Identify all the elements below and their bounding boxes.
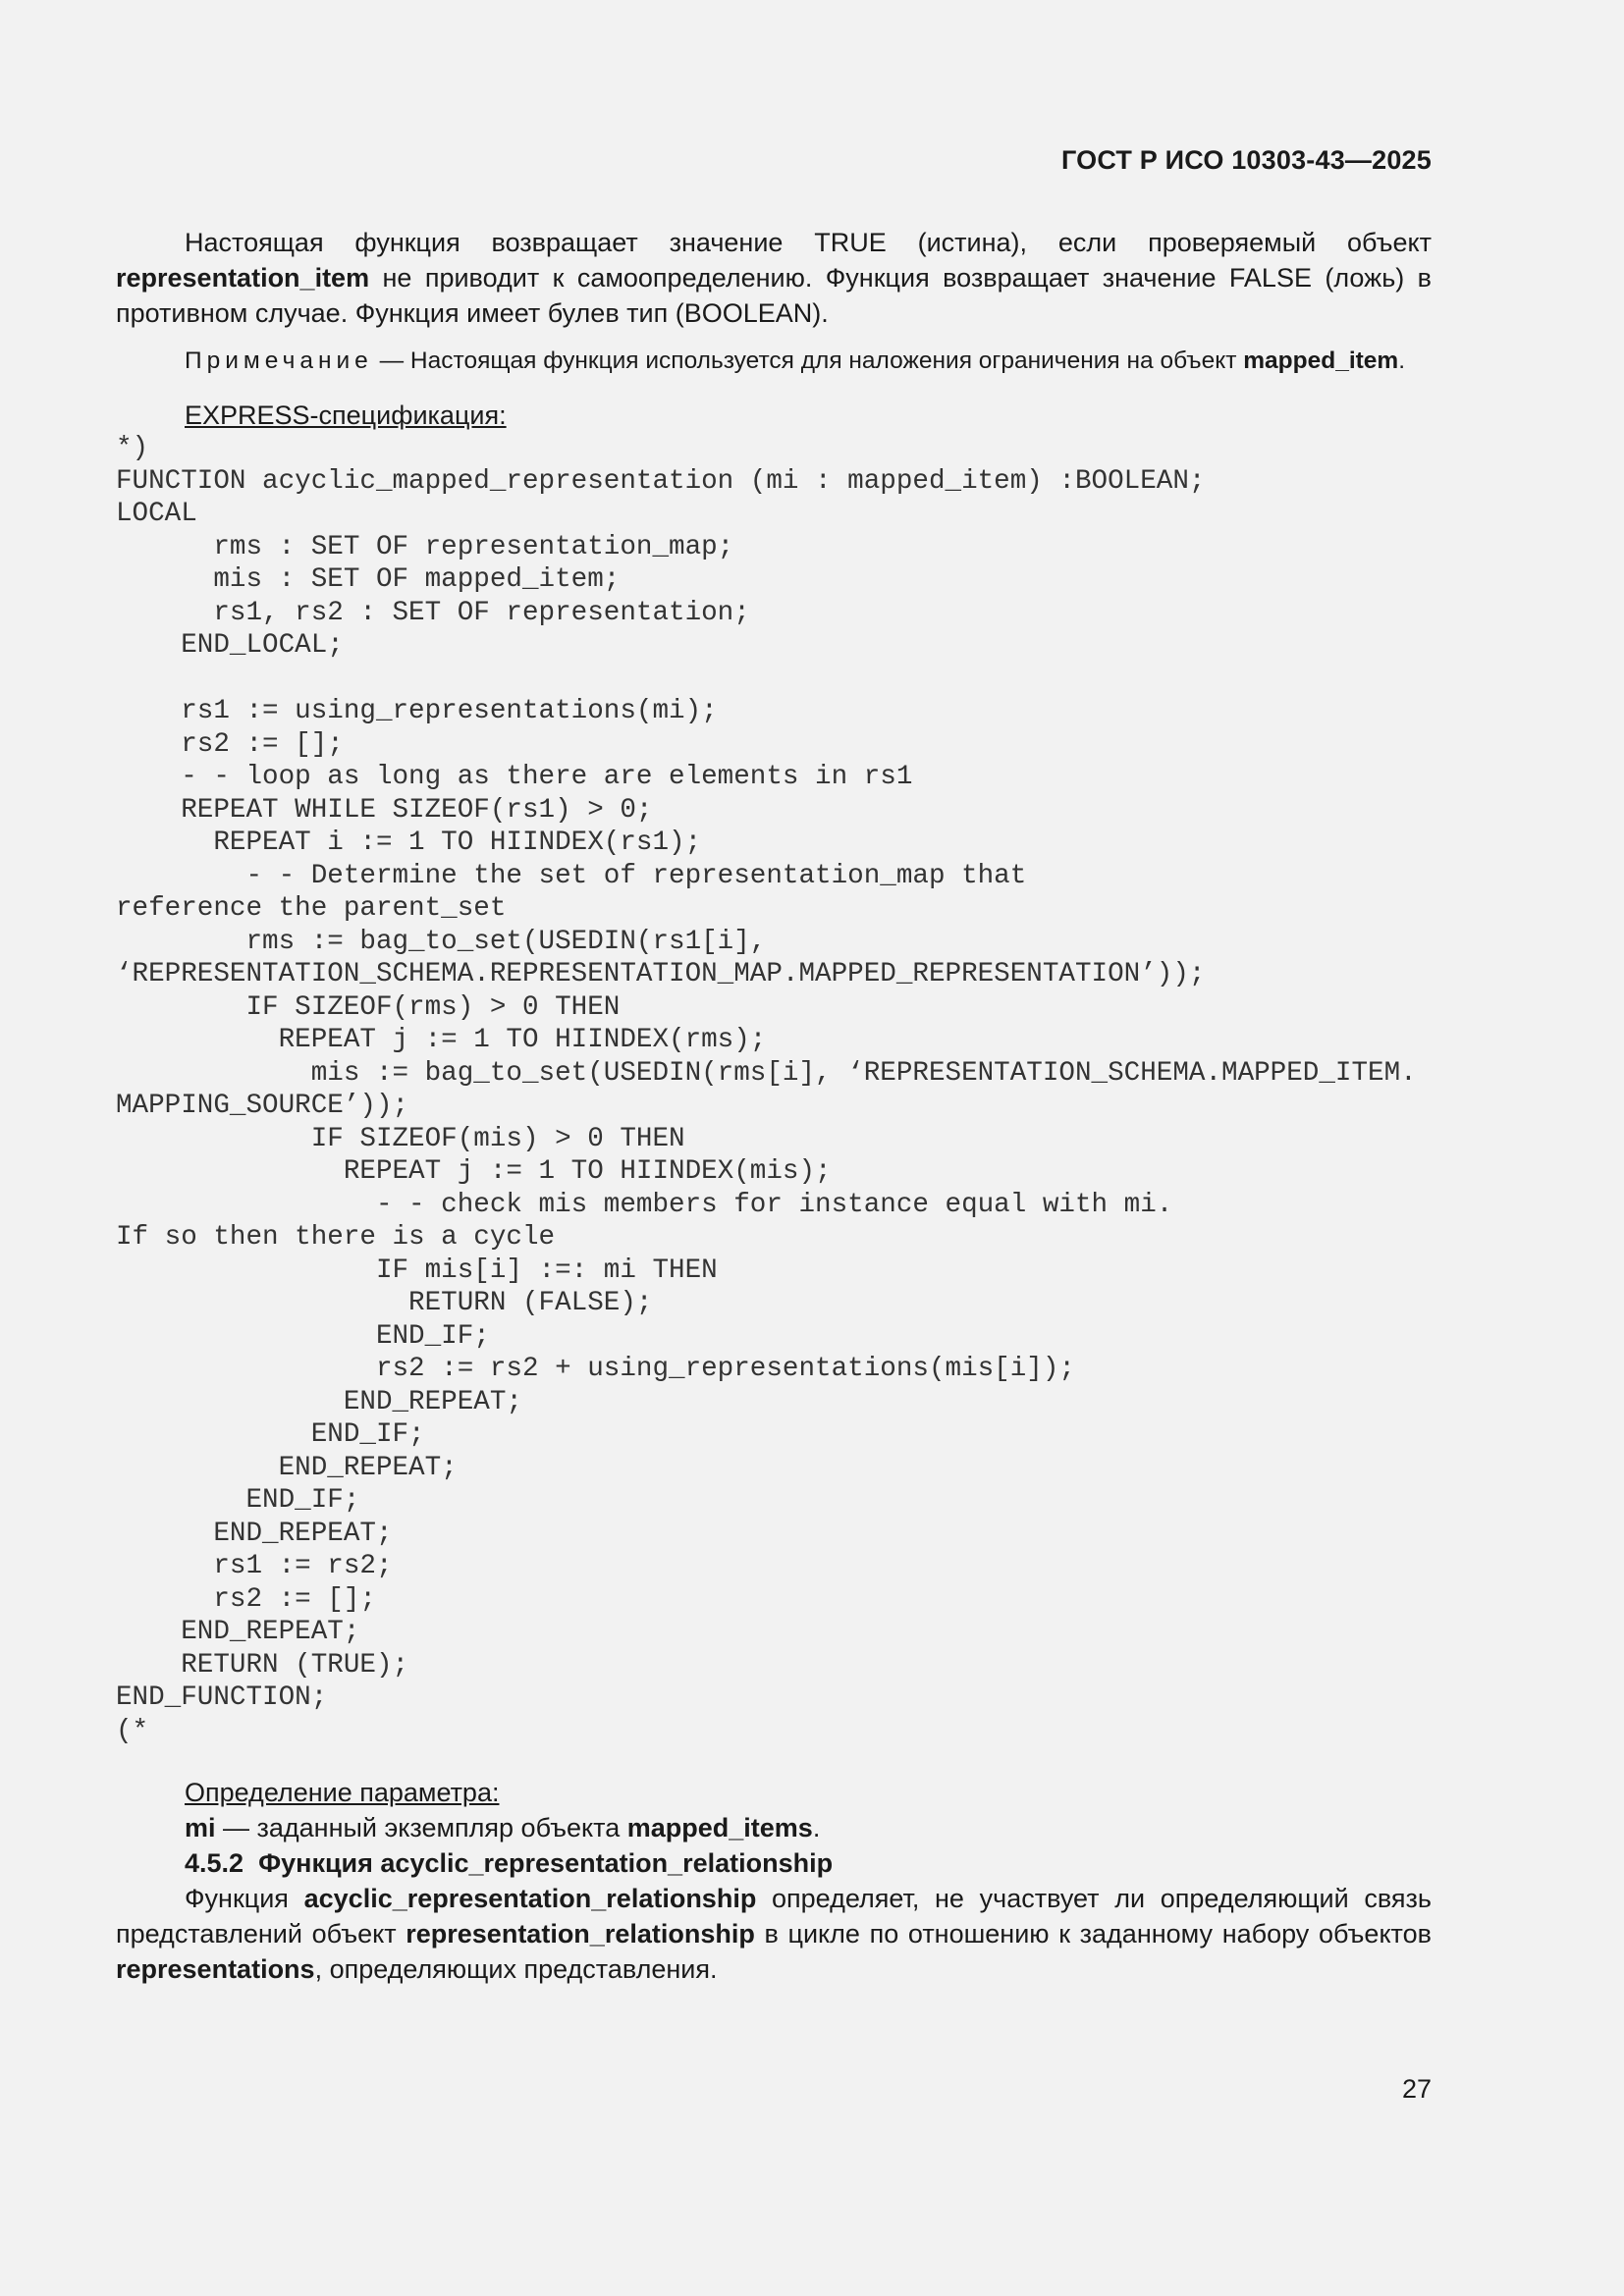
intro-text-2: не приводит к самоопределению. Функция возвращает значение FALSE (ложь) в противном случае. Функция имеет булев тип (BOOLEAN).: [116, 263, 1432, 328]
param-bold-term: mapped_items: [626, 1813, 813, 1842]
section-text-2: определяет, не участвует ли определяющий связь представлений объект: [116, 1884, 1432, 1949]
param-text: — заданный экземпляр объекта: [215, 1813, 627, 1842]
section-text-3: в цикле по отношению к заданному набору объектов: [754, 1919, 1432, 1949]
document-page: [116, 0, 1432, 2296]
section-bold-2: representation_relationship: [406, 1919, 755, 1949]
note-label: Примечание: [185, 347, 373, 374]
section-bold-3: representations: [116, 1954, 315, 1984]
express-code-block: *) FUNCTION acyclic_mapped_representation (mi : mapped_item) :BOOLEAN; LOCAL rms : SET OF representation_map; mis : SET OF mapped_item; rs1, rs2 : SET OF representation; END_LOCAL; rs1 := using_representations(mi); rs2 := []; - - loop as long as there are elements in rs1 REPEAT WHILE SIZEOF(rs1) > 0; REPEAT i := 1 TO HIINDEX(rs1); - - Determine the set of representation_map that reference the parent_set rms := bag_to_set(USEDIN(rs1[i], ‘REPRESENTATION_SCHEMA.REPRESENTATION_MAP.MAPPED_REPRESENTATION’)); IF SIZEOF(rms) > 0 THEN REPEAT j := 1 TO HIINDEX(rms); mis := bag_to_set(USEDIN(rms[i], ‘REPRESENTATION_SCHEMA.MAPPED_ITEM. MAPPING_SOURCE’)); IF SIZEOF(mis) > 0 THEN REPEAT j := 1 TO HIINDEX(mis); - - check mis members for instance equal with mi. If so then there is a cycle IF mis[i] :=: mi THEN RETURN (FALSE); END_IF; rs2 := rs2 + using_representations(mis[i]); END_REPEAT; END_IF; END_REPEAT; END_IF; END_REPEAT; rs1 := rs2; rs2 := []; END_REPEAT; RETURN (TRUE); END_FUNCTION; (*: [116, 433, 1417, 1746]
intro-paragraph: [116, 225, 1432, 331]
note: [185, 345, 1405, 378]
section-title: Функция acyclic_representation_relationship: [258, 1848, 834, 1878]
intro-bold-term: representation_item: [116, 263, 370, 293]
section-number: 4.5.2: [185, 1848, 244, 1878]
section-bold-1: acyclic_representation_relationship: [303, 1884, 757, 1913]
parameter-definition-label: Определение параметра:: [185, 1778, 500, 1807]
param-name: mi: [185, 1813, 216, 1842]
section-paragraph: [116, 1881, 1432, 1987]
section-heading: [185, 1845, 833, 1881]
parameter-definition: [185, 1810, 820, 1845]
section-text-4: , определяющих представления.: [314, 1954, 718, 1984]
express-spec-label: EXPRESS-спецификация:: [185, 400, 507, 430]
note-bold-term: mapped_item: [1243, 347, 1399, 374]
document-header: ГОСТ Р ИСО 10303-43—2025: [1061, 145, 1432, 175]
note-end: .: [1398, 347, 1406, 374]
param-end: .: [812, 1813, 821, 1842]
intro-text-1: Настоящая функция возвращает значение TRUE (истина), если проверяемый объект: [185, 228, 1432, 257]
section-text-1: Функция: [185, 1884, 304, 1913]
note-text: — Настоящая функция используется для наложения ограничения на объект: [372, 347, 1244, 374]
page-number: 27: [1401, 2074, 1432, 2104]
